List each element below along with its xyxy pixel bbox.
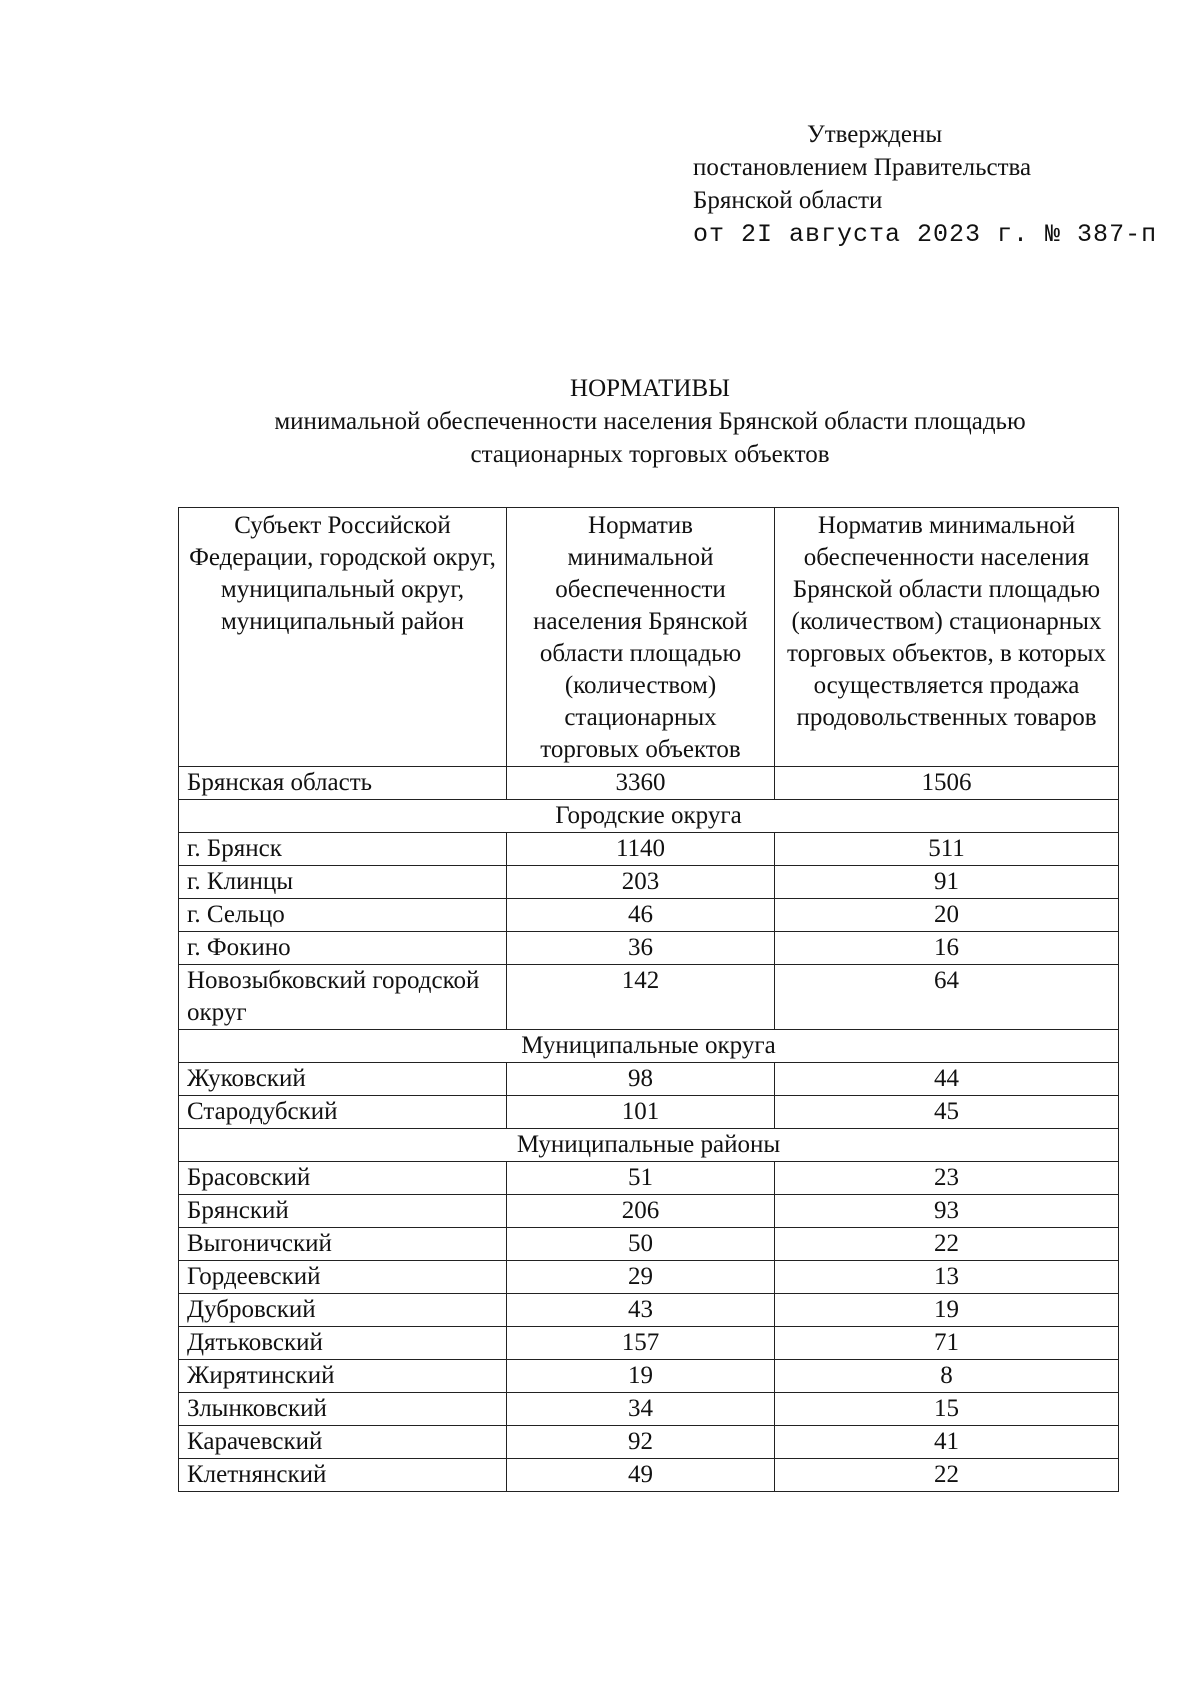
table-row [179,1294,1119,1327]
row-value-food: 511 [775,833,1119,866]
row-name: Жирятинский [179,1360,507,1393]
row-value-food: 20 [775,899,1119,932]
row-value-food: 1506 [775,767,1119,800]
table-row [179,932,1119,965]
table-row [179,866,1119,899]
row-value-total: 157 [507,1327,775,1360]
title-line-2: минимальной обеспеченности населения Брянской области площадью [274,408,1026,435]
section-header-row [179,1030,1119,1063]
row-value-total: 43 [507,1294,775,1327]
approval-line-3: Брянской области [693,187,883,214]
table-row [179,1162,1119,1195]
row-value-food: 93 [775,1195,1119,1228]
row-value-food: 16 [775,932,1119,965]
title-line-3: стационарных торговых объектов [470,441,830,468]
table-row [179,1459,1119,1492]
row-value-total: 34 [507,1393,775,1426]
row-value-food: 13 [775,1261,1119,1294]
row-name: Злынковский [179,1393,507,1426]
row-name: г. Клинцы [179,866,507,899]
row-value-total: 98 [507,1063,775,1096]
approval-line-2: постановлением Правительства [693,154,1032,181]
table-row [179,1096,1119,1129]
norms-table [178,507,1119,1492]
row-value-food: 45 [775,1096,1119,1129]
row-value-food: 19 [775,1294,1119,1327]
row-name: Брянская область [179,767,507,800]
row-value-total: 50 [507,1228,775,1261]
row-value-food: 22 [775,1459,1119,1492]
row-name: Клетнянский [179,1459,507,1492]
row-value-total: 101 [507,1096,775,1129]
row-value-total: 92 [507,1426,775,1459]
row-name: Гордеевский [179,1261,507,1294]
table-row [179,1195,1119,1228]
row-name: Выгоничский [179,1228,507,1261]
row-value-food: 64 [775,965,1119,1030]
row-name: Дятьковский [179,1327,507,1360]
row-value-total: 206 [507,1195,775,1228]
table-row [179,1426,1119,1459]
row-value-food: 15 [775,1393,1119,1426]
row-value-food: 91 [775,866,1119,899]
row-value-total: 29 [507,1261,775,1294]
row-value-food: 23 [775,1162,1119,1195]
table-row [179,965,1119,1030]
table-row [179,1228,1119,1261]
row-value-total: 1140 [507,833,775,866]
row-name: Брянский [179,1195,507,1228]
row-name: Новозыбковский городской округ [179,965,507,1030]
row-value-total: 51 [507,1162,775,1195]
row-name: г. Брянск [179,833,507,866]
header-row [179,508,1119,767]
table-row [179,1393,1119,1426]
row-name: Стародубский [179,1096,507,1129]
title-heading: НОРМАТИВЫ [570,375,730,402]
document-title [0,372,1200,471]
row-value-total: 142 [507,965,775,1030]
table-row [179,833,1119,866]
row-name: Жуковский [179,1063,507,1096]
approval-block [693,118,1157,251]
row-value-total: 19 [507,1360,775,1393]
row-value-food: 44 [775,1063,1119,1096]
row-value-total: 3360 [507,767,775,800]
table-row [179,1261,1119,1294]
row-name: г. Фокино [179,932,507,965]
row-name: Брасовский [179,1162,507,1195]
total-row [179,767,1119,800]
section-title: Муниципальные округа [179,1030,1119,1063]
row-value-total: 49 [507,1459,775,1492]
section-header-row [179,1129,1119,1162]
table-row [179,1360,1119,1393]
row-value-food: 41 [775,1426,1119,1459]
row-value-food: 8 [775,1360,1119,1393]
row-name: Дубровский [179,1294,507,1327]
table-row [179,1327,1119,1360]
row-value-food: 22 [775,1228,1119,1261]
header-subject: Субъект Российской Федерации, городской округ, муниципальный округ, муниципальный район [179,508,507,767]
header-norm-total: Норматив минимальной обеспеченности населения Брянской области площадью (количеством) стационарных торговых объектов [507,508,775,767]
row-value-total: 36 [507,932,775,965]
section-header-row [179,800,1119,833]
section-title: Городские округа [179,800,1119,833]
row-name: Карачевский [179,1426,507,1459]
row-name: г. Сельцо [179,899,507,932]
approval-date-number: от 2I августа 2023 г. № 387-п [693,220,1158,249]
row-value-food: 71 [775,1327,1119,1360]
header-norm-food: Норматив минимальной обеспеченности населения Брянской области площадью (количеством) стационарных торговых объектов, в которых осуществляется продажа продовольственных товаров [775,508,1119,767]
table-row [179,1063,1119,1096]
approval-line-1: Утверждены [807,121,943,148]
table-row [179,899,1119,932]
section-title: Муниципальные районы [179,1129,1119,1162]
row-value-total: 203 [507,866,775,899]
row-value-total: 46 [507,899,775,932]
